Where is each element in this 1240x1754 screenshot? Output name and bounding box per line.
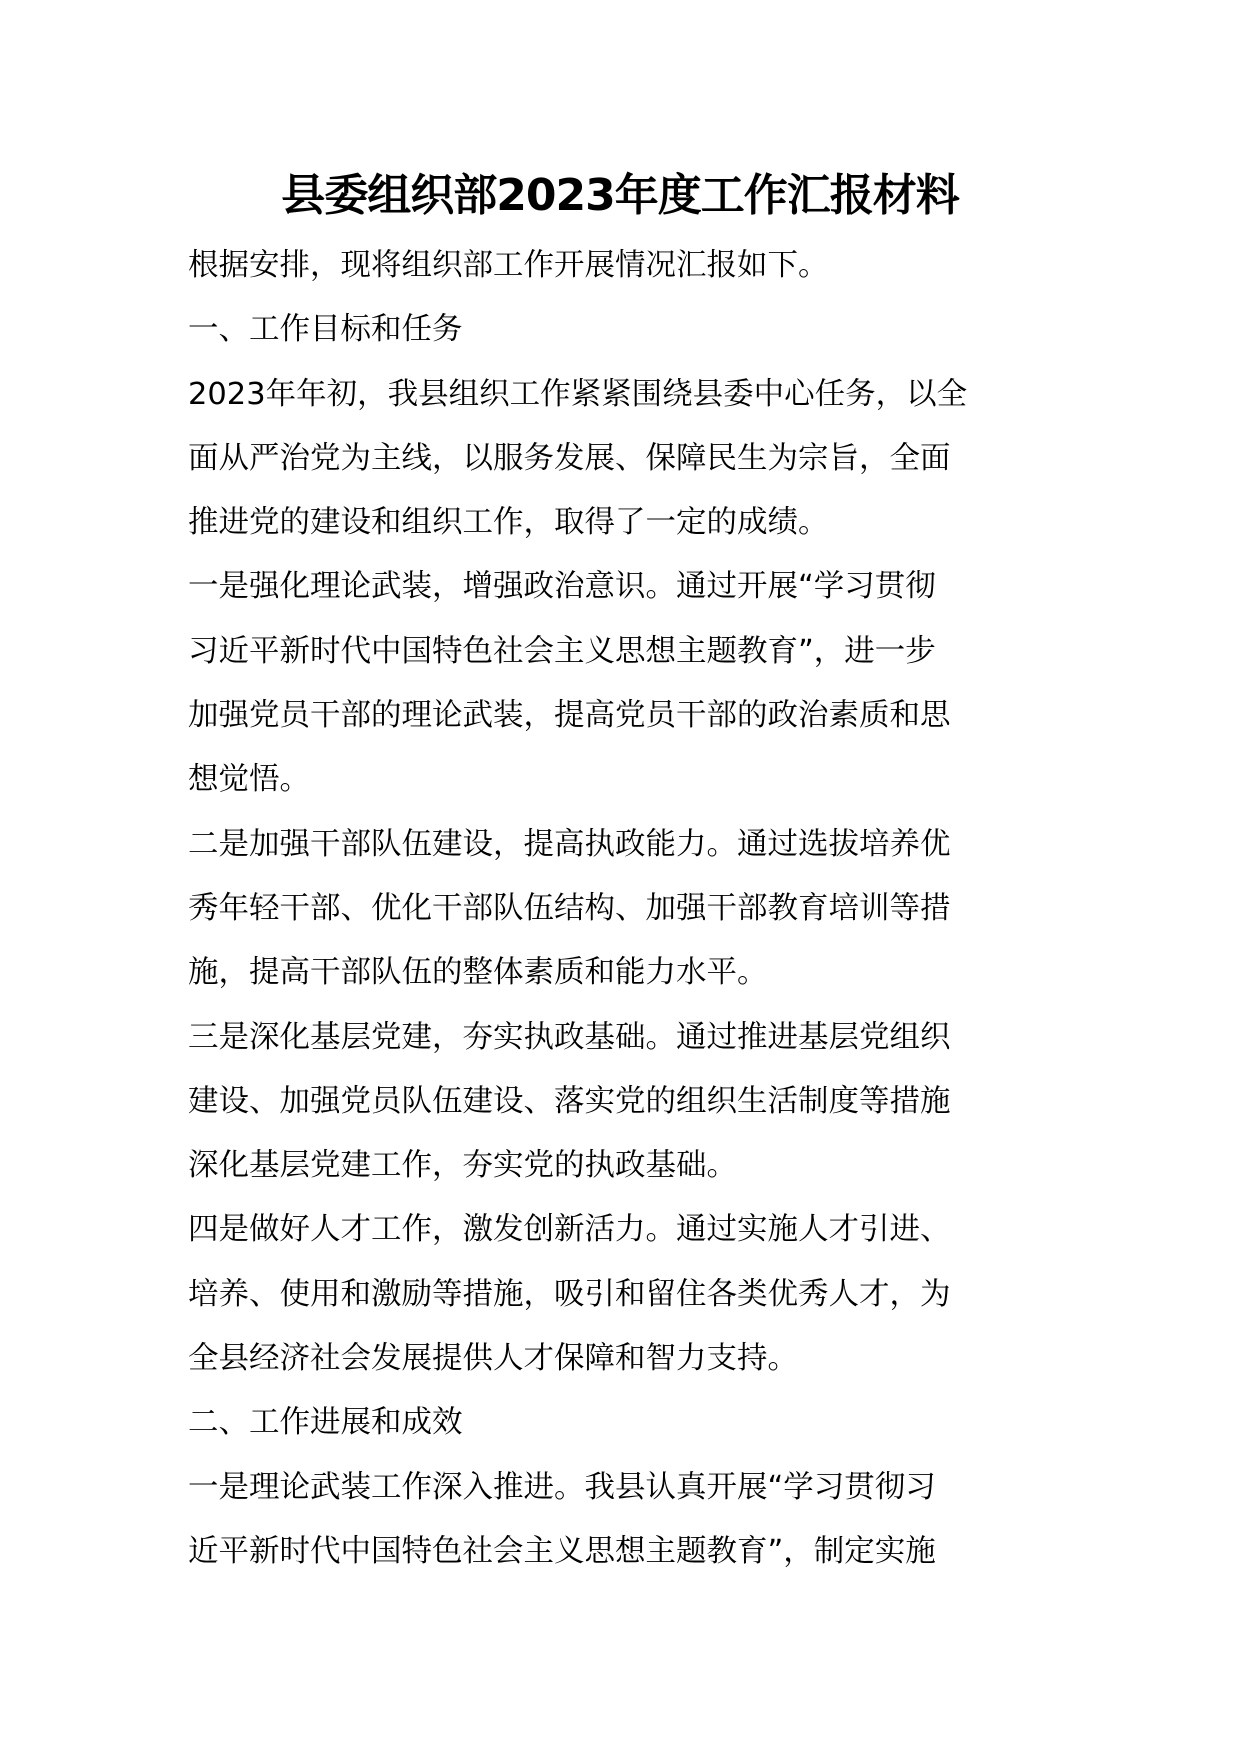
intro-line: 根据安排，现将组织部工作开展情况汇报如下。 — [188, 248, 829, 283]
paragraph-line: 三是深化基层党建，夯实执政基础。通过推进基层党组织 — [188, 1019, 951, 1055]
paragraph-line: 加强党员干部的理论武装，提高党员干部的政治素质和思 — [188, 698, 951, 734]
paragraph-line: 习近平新时代中国特色社会主义思想主题教育”，进一步 — [188, 633, 936, 669]
section-heading-2: 二、工作进展和成效 — [188, 1405, 463, 1441]
paragraph-line: 四是做好人才工作，激发创新活力。通过实施人才引进、 — [188, 1212, 951, 1248]
paragraph-line: 一是理论武装工作深入推进。我县认真开展“学习贯彻习 — [188, 1469, 936, 1505]
section-heading-1: 一、工作目标和任务 — [188, 312, 463, 348]
paragraph-line: 秀年轻干部、优化干部队伍结构、加强干部教育培训等措 — [188, 890, 951, 926]
paragraph-line: 2023年年初，我县组织工作紧紧围绕县委中心任务，以全 — [188, 376, 968, 412]
paragraph-line: 二是加强干部队伍建设，提高执政能力。通过选拔培养优 — [188, 826, 951, 862]
paragraph-line: 一是强化理论武装，增强政治意识。通过开展“学习贯彻 — [188, 569, 936, 605]
paragraph-line: 建设、加强党员队伍建设、落实党的组织生活制度等措施 — [188, 1083, 951, 1119]
paragraph-line: 培养、使用和激励等措施，吸引和留住各类优秀人才，为 — [188, 1276, 951, 1312]
paragraph-line: 全县经济社会发展提供人才保障和智力支持。 — [188, 1341, 798, 1377]
paragraph-line: 推进党的建设和组织工作，取得了一定的成绩。 — [188, 505, 829, 541]
paragraph-line: 施，提高干部队伍的整体素质和能力水平。 — [188, 955, 768, 991]
paragraph-line: 想觉悟。 — [188, 762, 310, 798]
paragraph-line: 深化基层党建工作，夯实党的执政基础。 — [188, 1148, 737, 1184]
paragraph-line: 近平新时代中国特色社会主义思想主题教育”，制定实施 — [188, 1533, 936, 1569]
paragraph-line: 面从严治党为主线，以服务发展、保障民生为宗旨，全面 — [188, 440, 951, 476]
document-title: 县委组织部2023年度工作汇报材料 — [281, 170, 959, 221]
document-body — [188, 234, 1056, 1584]
